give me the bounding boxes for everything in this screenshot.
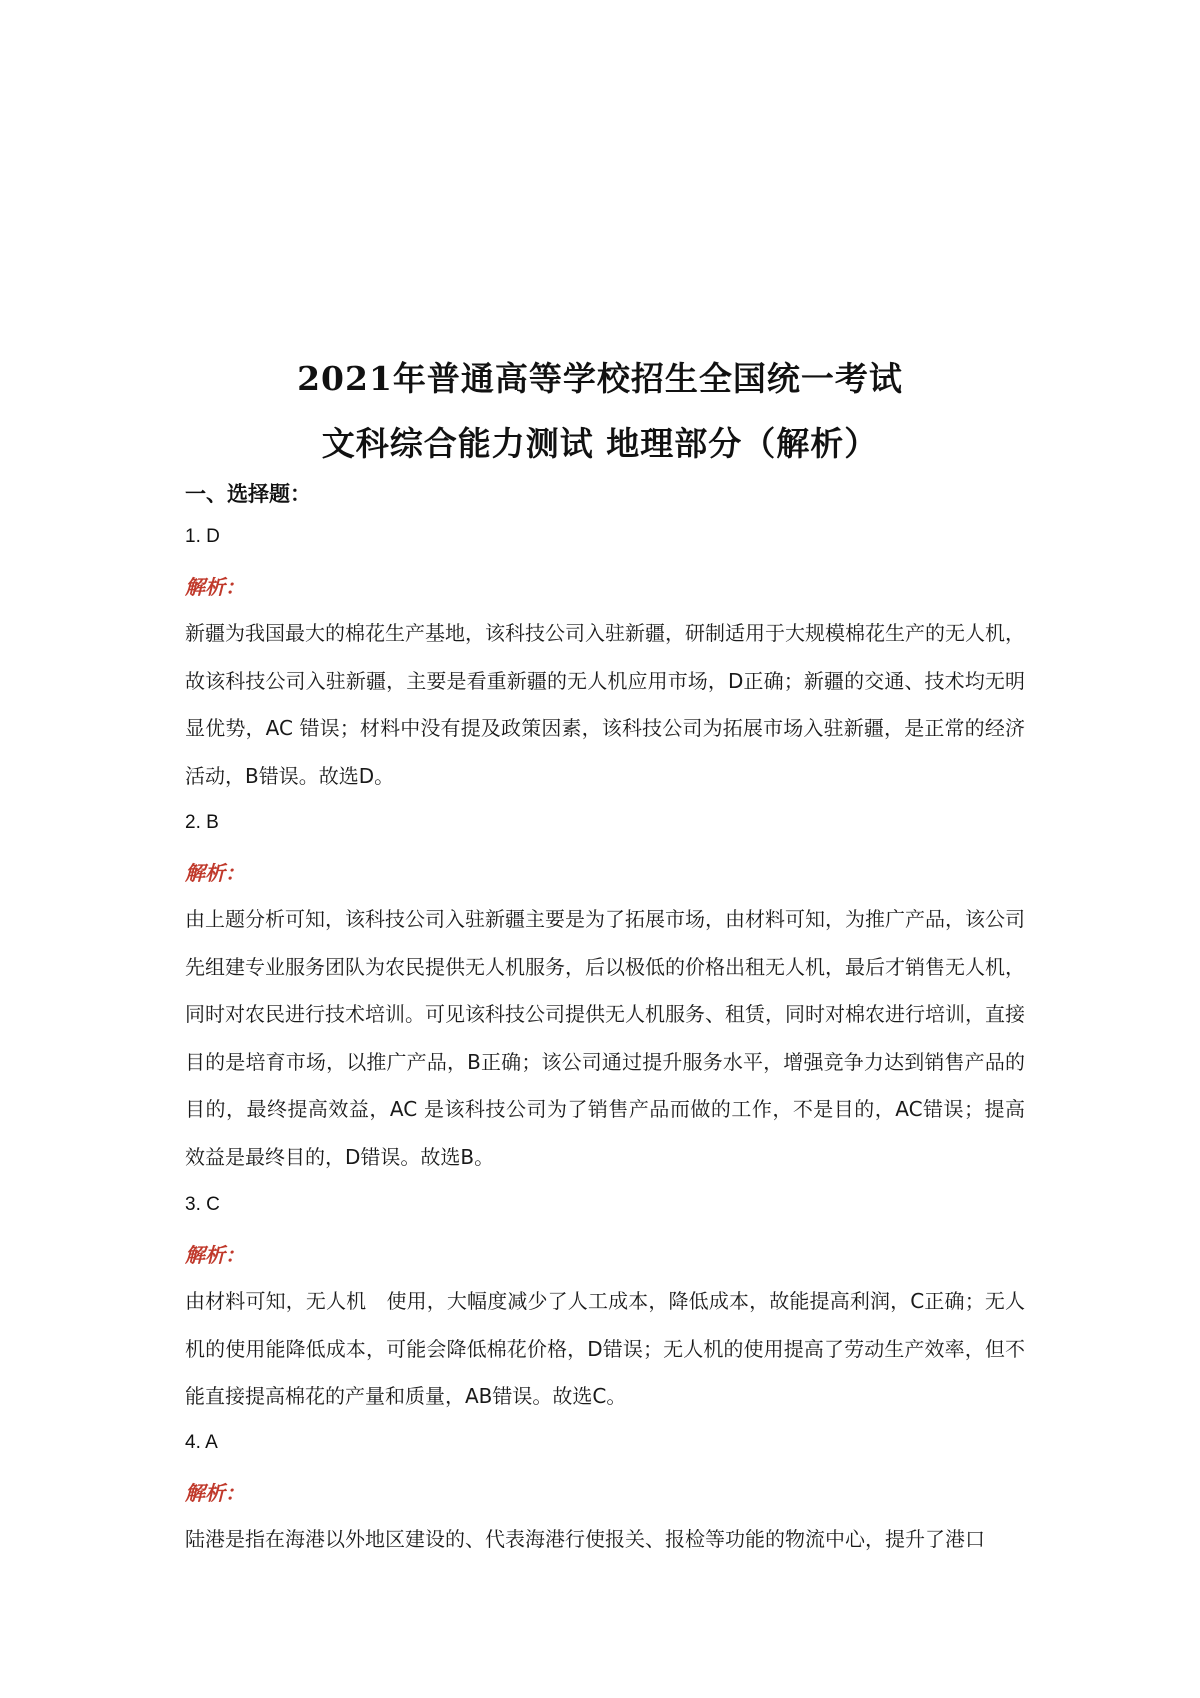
question-1-answer: 1. D	[185, 526, 220, 547]
section-heading: 一、选择题：	[185, 482, 311, 506]
question-2-analysis-label: 解析：	[185, 861, 245, 885]
question-2-explanation: 由上题分析可知，该科技公司入驻新疆主要是为了拓展市场，由材料可知，为推广产品，该公司先组建专业服务团队为农民提供无人机服务，后以极低的价格出租无人机，最后才销售无人机，同时对农民进行技术培训。可见该科技公司提供无人机服务、租赁，同时对棉农进行培训，直接目的是培育市场，以推广产品，B正确；该公司通过提升服务水平，增强竞争力达到销售产品的目的，最终提高效益，AC 是该科技公司为了销售产品而做的工作，不是目的，AC错误；提高效益是最终目的，D错误。故选B。	[185, 907, 1025, 1169]
question-4-explanation: 陆港是指在海港以外地区建设的、代表海港行使报关、报检等功能的物流中心，提升了港口	[185, 1527, 985, 1551]
question-3-answer: 3. C	[185, 1194, 220, 1215]
question-1-explanation: 新疆为我国最大的棉花生产基地，该科技公司入驻新疆，研制适用于大规模棉花生产的无人机，故该科技公司入驻新疆，主要是看重新疆的无人机应用市场，D正确；新疆的交通、技术均无明显优势，AC 错误；材料中没有提及政策因素，该科技公司为拓展市场入驻新疆，是正常的经济活动，B错误。故选D。	[185, 621, 1025, 788]
question-3-explanation: 由材料可知，无人机 使用，大幅度减少了人工成本，降低成本，故能提高利润，C正确；无人机的使用能降低成本，可能会降低棉花价格，D错误；无人机的使用提高了劳动生产效率，但不能直接提高棉花的产量和质量，AB错误。故选C。	[185, 1289, 1025, 1408]
document-title: 2021年普通高等学校招生全国统一考试	[297, 359, 903, 398]
question-4-answer: 4. A	[185, 1432, 218, 1453]
question-1-analysis-label: 解析：	[185, 575, 245, 599]
question-3-analysis-label: 解析：	[185, 1243, 245, 1267]
document-subtitle: 文科综合能力测试 地理部分（解析）	[321, 424, 879, 463]
question-2-answer: 2. B	[185, 812, 219, 833]
question-4-analysis-label: 解析：	[185, 1481, 245, 1505]
